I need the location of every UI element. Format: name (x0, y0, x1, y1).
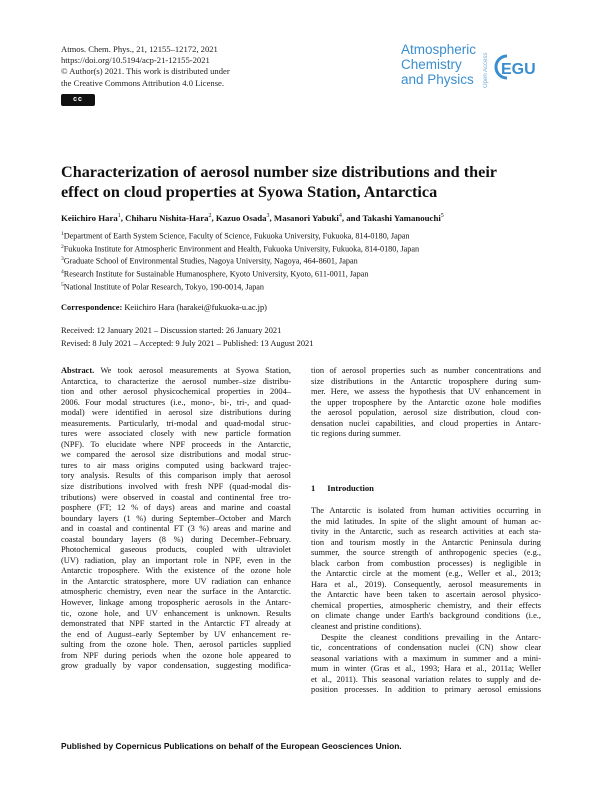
abstract-label: Abstract. (61, 366, 95, 375)
dates-received: Received: 12 January 2021 – Discussion started: 26 January 2021 (61, 326, 282, 335)
affiliation (61, 267, 541, 280)
text-line: tivity in the Antarctic, such as research activities at each sta- (311, 527, 541, 537)
text-line: seasonal variations with a maximum in summer and a mini- (311, 653, 541, 663)
text-line: size distributions involved with fresh NPF (quad-modal dis- (61, 482, 291, 492)
affiliation-list (61, 229, 541, 293)
affiliation (61, 254, 541, 267)
affiliation (61, 242, 541, 255)
author: Masanori Yabuki (273, 212, 339, 223)
egu-logo-text: EGU (501, 61, 536, 78)
copyright: © Author(s) 2021. This work is distributed under (61, 66, 230, 77)
author: Keiichiro Hara (61, 212, 118, 223)
text-line: boundary layers (1 %) during September–October and March (61, 513, 291, 523)
journal-name-line-3: and Physics (401, 72, 474, 87)
text-line: et al., 2011). This seasonal variation relates to supply and de- (311, 674, 541, 684)
affiliation-number: 5 (61, 281, 64, 288)
cc-icon: cc (73, 96, 83, 103)
title-line-2: effect on cloud properties at Syowa Station, Antarctica (61, 183, 438, 201)
abstract (61, 366, 291, 672)
text-line: mum in winter (Gras et al., 1993; Hara et al., 2011a; Weller (311, 664, 541, 674)
text-line: on climate change under Earth's background conditions (i.e., (311, 611, 541, 621)
text-line: tory analysis. Results of this comparison imply that aerosol (61, 471, 291, 481)
text-line: (NPF). To elucidate where NPF proceeds in the Antarctic, (61, 439, 291, 449)
text-line: summer, the source strength of anthropogenic species (e.g., (311, 548, 541, 558)
text-line: Antarctic troposphere. With the existence of the ozone hole (61, 566, 291, 576)
abstract-line (61, 366, 291, 377)
affiliation-number: 1 (61, 231, 64, 237)
abstract-first-line: We took aerosol measurements at Syowa Station, (100, 366, 291, 375)
affiliation (61, 280, 541, 293)
journal-logo (401, 42, 481, 87)
text-line: atmospheric chemistry, even near the surface in the Antarctic. (61, 587, 291, 597)
text-line: the upper troposphere by the Antarctic ozone hole modifies (311, 397, 541, 407)
text-line: Antarctica, to characterize the aerosol number–size distribu- (61, 376, 291, 386)
author-separator: , and (341, 212, 363, 223)
text-line: grow gradually by vapor condensation, suggesting modifica- (61, 661, 291, 671)
author-separator: , (269, 212, 274, 223)
author-affil: 2 (208, 213, 212, 219)
affiliation-text: Department of Earth System Science, Faculty of Science, Fukuoka University, Fukuoka, 814-0180, Japan (63, 231, 410, 241)
text-line: from NPF during periods when the ozone hole appeared to (61, 650, 291, 660)
section-number: 1 (311, 483, 316, 493)
section-heading (311, 483, 386, 493)
dates-published: Revised: 8 July 2021 – Accepted: 9 July 2021 – Published: 13 August 2021 (61, 338, 314, 348)
text-line: black carbon from combustion processes) is negligible in (311, 558, 541, 568)
text-line: densation nuclei capabilities, and cloud properties in Antarc- (311, 418, 541, 428)
text-line: the aerosol population, aerosol size distribution, cloud con- (311, 408, 541, 418)
text-line: tures to air mass origins computed using backward trajec- (61, 460, 291, 470)
open-access-label: Open Access (483, 52, 489, 88)
text-line: However, linkage among tropospheric aerosols in the Antarc- (61, 598, 291, 608)
publication-dates (61, 325, 313, 351)
author-list (61, 210, 541, 224)
text-line: tic regions during summer. (311, 429, 401, 439)
author-affil: 3 (266, 213, 270, 219)
text-line: we compared the aerosol size distributions and modal struc- (61, 450, 291, 460)
egu-logo-icon (493, 52, 539, 82)
citation-block (61, 44, 230, 89)
text-line: sulting from the ozone hole. Then, aerosol particles supplied (61, 640, 291, 650)
text-line: The Antarctic is isolated from human activities occurring in (311, 506, 541, 515)
author-affil: 1 (117, 213, 121, 219)
author-separator: , (120, 212, 126, 223)
text-line: the mid latitudes. In spite of the slight amount of human ac- (311, 516, 541, 526)
text-line: tion of aerosol properties such as number concentrations and (311, 366, 541, 375)
text-line: 2006. Four modal structures (i.e., mono-, bi-, tri-, and quad- (61, 397, 291, 407)
cc-license-badge (61, 94, 95, 106)
author: Takashi Yamanouchi (362, 212, 441, 223)
text-line: modal) were identified in aerosol size distributions during (61, 408, 291, 418)
citation: Atmos. Chem. Phys., 21, 12155–12172, 2021 (61, 44, 218, 54)
correspondence (61, 302, 267, 313)
correspondence-text: Keiichiro Hara (harakei@fukuoka-u.ac.jp) (124, 303, 267, 312)
license: the Creative Commons Attribution 4.0 License. (61, 77, 225, 88)
abstract-continuation (311, 366, 541, 440)
text-line: tion and tourism mostly in the Antarctic Peninsula during (311, 537, 541, 547)
affiliation-text: Fukuoka Institute for Atmospheric Environment and Health, Fukuoka University, Fukuoka, 814-0180, Japan (63, 244, 420, 254)
author-affil: 4 (338, 213, 342, 219)
text-line: tures were associated closely with new particle formation (61, 429, 291, 439)
text-line: (UV) radiation, play an important role in NPF, even in the (61, 555, 291, 565)
affiliation-number: 2 (61, 243, 64, 250)
introduction-text (311, 506, 541, 696)
text-line: Despite the cleanest conditions prevailing in the Antarc- (321, 632, 541, 642)
affiliation-number: 4 (61, 269, 64, 276)
author-affil: 5 (440, 213, 444, 219)
paper-title (61, 162, 541, 202)
doi-link[interactable]: https://doi.org/10.5194/acp-21-12155-2021 (61, 55, 210, 66)
publisher-footer: Published by Copernicus Publications on behalf of the European Geosciences Union. (61, 741, 402, 751)
journal-name-line-1: Atmospheric (401, 42, 477, 57)
author-separator: , (211, 212, 216, 223)
text-line: the end of August–early September by UV enhancement re- (61, 629, 291, 639)
text-line: position processes. In addition to primary aerosol emissions (311, 685, 541, 695)
affiliation-text: Research Institute for Sustainable Humanosphere, Kyoto University, Kyoto, 611-0011, Japan (63, 269, 369, 279)
author: Chiharu Nishita-Hara (125, 212, 209, 223)
section-title: Introduction (327, 483, 374, 493)
author: Kazuo Osada (215, 212, 267, 223)
text-line: tic, concentrations of condensation nuclei (CN) show clear (311, 643, 541, 653)
correspondence-label: Correspondence: (61, 303, 123, 312)
text-line: size distributions in the Antarctic troposphere during sum- (311, 376, 541, 386)
text-line: demonstrated that NPF started in the Antarctic FT already at (61, 619, 291, 629)
text-line: tic, ozone hole, and UV enhancement is unknown. Results (61, 608, 291, 618)
text-line: tributions) were observed in coastal and continental free tro- (61, 492, 291, 502)
text-line: measurements. Particularly, tri-modal and quad-modal struc- (61, 418, 291, 428)
text-line: and in coastal and continental FT (3 %) areas and marine and (61, 524, 291, 534)
text-line: the Antarctic have been taken to ascertain aerosol physico- (311, 590, 541, 600)
text-line: in the Antarctic stratosphere, more UV radiation can enhance (61, 576, 291, 586)
affiliation-number: 3 (61, 256, 64, 263)
journal-name-line-2: Chemistry (401, 57, 462, 72)
text-line: tion and other aerosol physicochemical properties in 2004– (61, 387, 291, 397)
text-line: posphere (FT; 12 % of days) areas and marine and coastal (61, 503, 291, 513)
affiliation-text: National Institute of Polar Research, Tokyo, 190-0014, Japan (63, 282, 265, 292)
affiliation (61, 229, 541, 242)
text-line: chemical properties, atmospheric chemistry, and their effects (311, 600, 541, 610)
text-line: the Antarctic circle at the moment (e.g., Weller et al., 2013; (311, 569, 541, 579)
affiliation-text: Graduate School of Environmental Studies, Nagoya University, Nagoya, 464-8601, Japan (63, 257, 358, 267)
text-line: cleanest and pristine conditions). (311, 622, 422, 632)
text-line: mer. Here, we assess the hypothesis that UV enhancement in (311, 387, 541, 397)
title-line-1: Characterization of aerosol number size distributions and their (61, 163, 497, 181)
text-line: Hara et al., 2019). Consequently, aerosol measurements in (311, 579, 541, 589)
text-line: coastal boundary layers (8 %) during December–February. (61, 534, 291, 544)
text-line: Photochemical gaseous products, coupled with ultraviolet (61, 545, 291, 555)
